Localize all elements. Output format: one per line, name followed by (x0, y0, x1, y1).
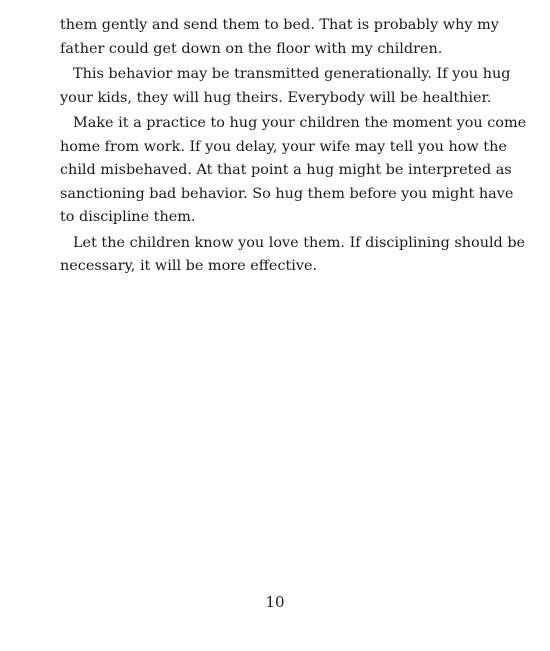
text-line: sanctioning bad behavior. So hug them before you might have (60, 185, 514, 202)
body-text (60, 14, 527, 281)
text-line: them gently and send them to bed. That is probably why my (60, 17, 499, 33)
text-line: necessary, it will be more effective. (60, 258, 318, 274)
text-line: father could get down on the floor with my children. (60, 40, 443, 57)
paragraph-2 (60, 63, 511, 110)
text-line: child misbehaved. At that point a hug might be interpreted as (60, 162, 512, 178)
text-line: This behavior may be transmitted generationally. If you hug (73, 66, 511, 82)
text-line: home from work. If you delay, your wife may tell you how the (60, 138, 507, 155)
paragraph-3 (60, 112, 527, 230)
text-line: your kids, they will hug theirs. Everybody will be healthier. (60, 89, 492, 106)
paragraph-1 (60, 14, 499, 61)
text-line: Let the children know you love them. If disciplining should be (73, 234, 526, 251)
page-number: 10 (265, 593, 285, 611)
text-line: to discipline them. (60, 209, 196, 225)
paragraph-4 (60, 232, 526, 279)
text-line: Make it a practice to hug your children the moment you come (73, 115, 527, 131)
